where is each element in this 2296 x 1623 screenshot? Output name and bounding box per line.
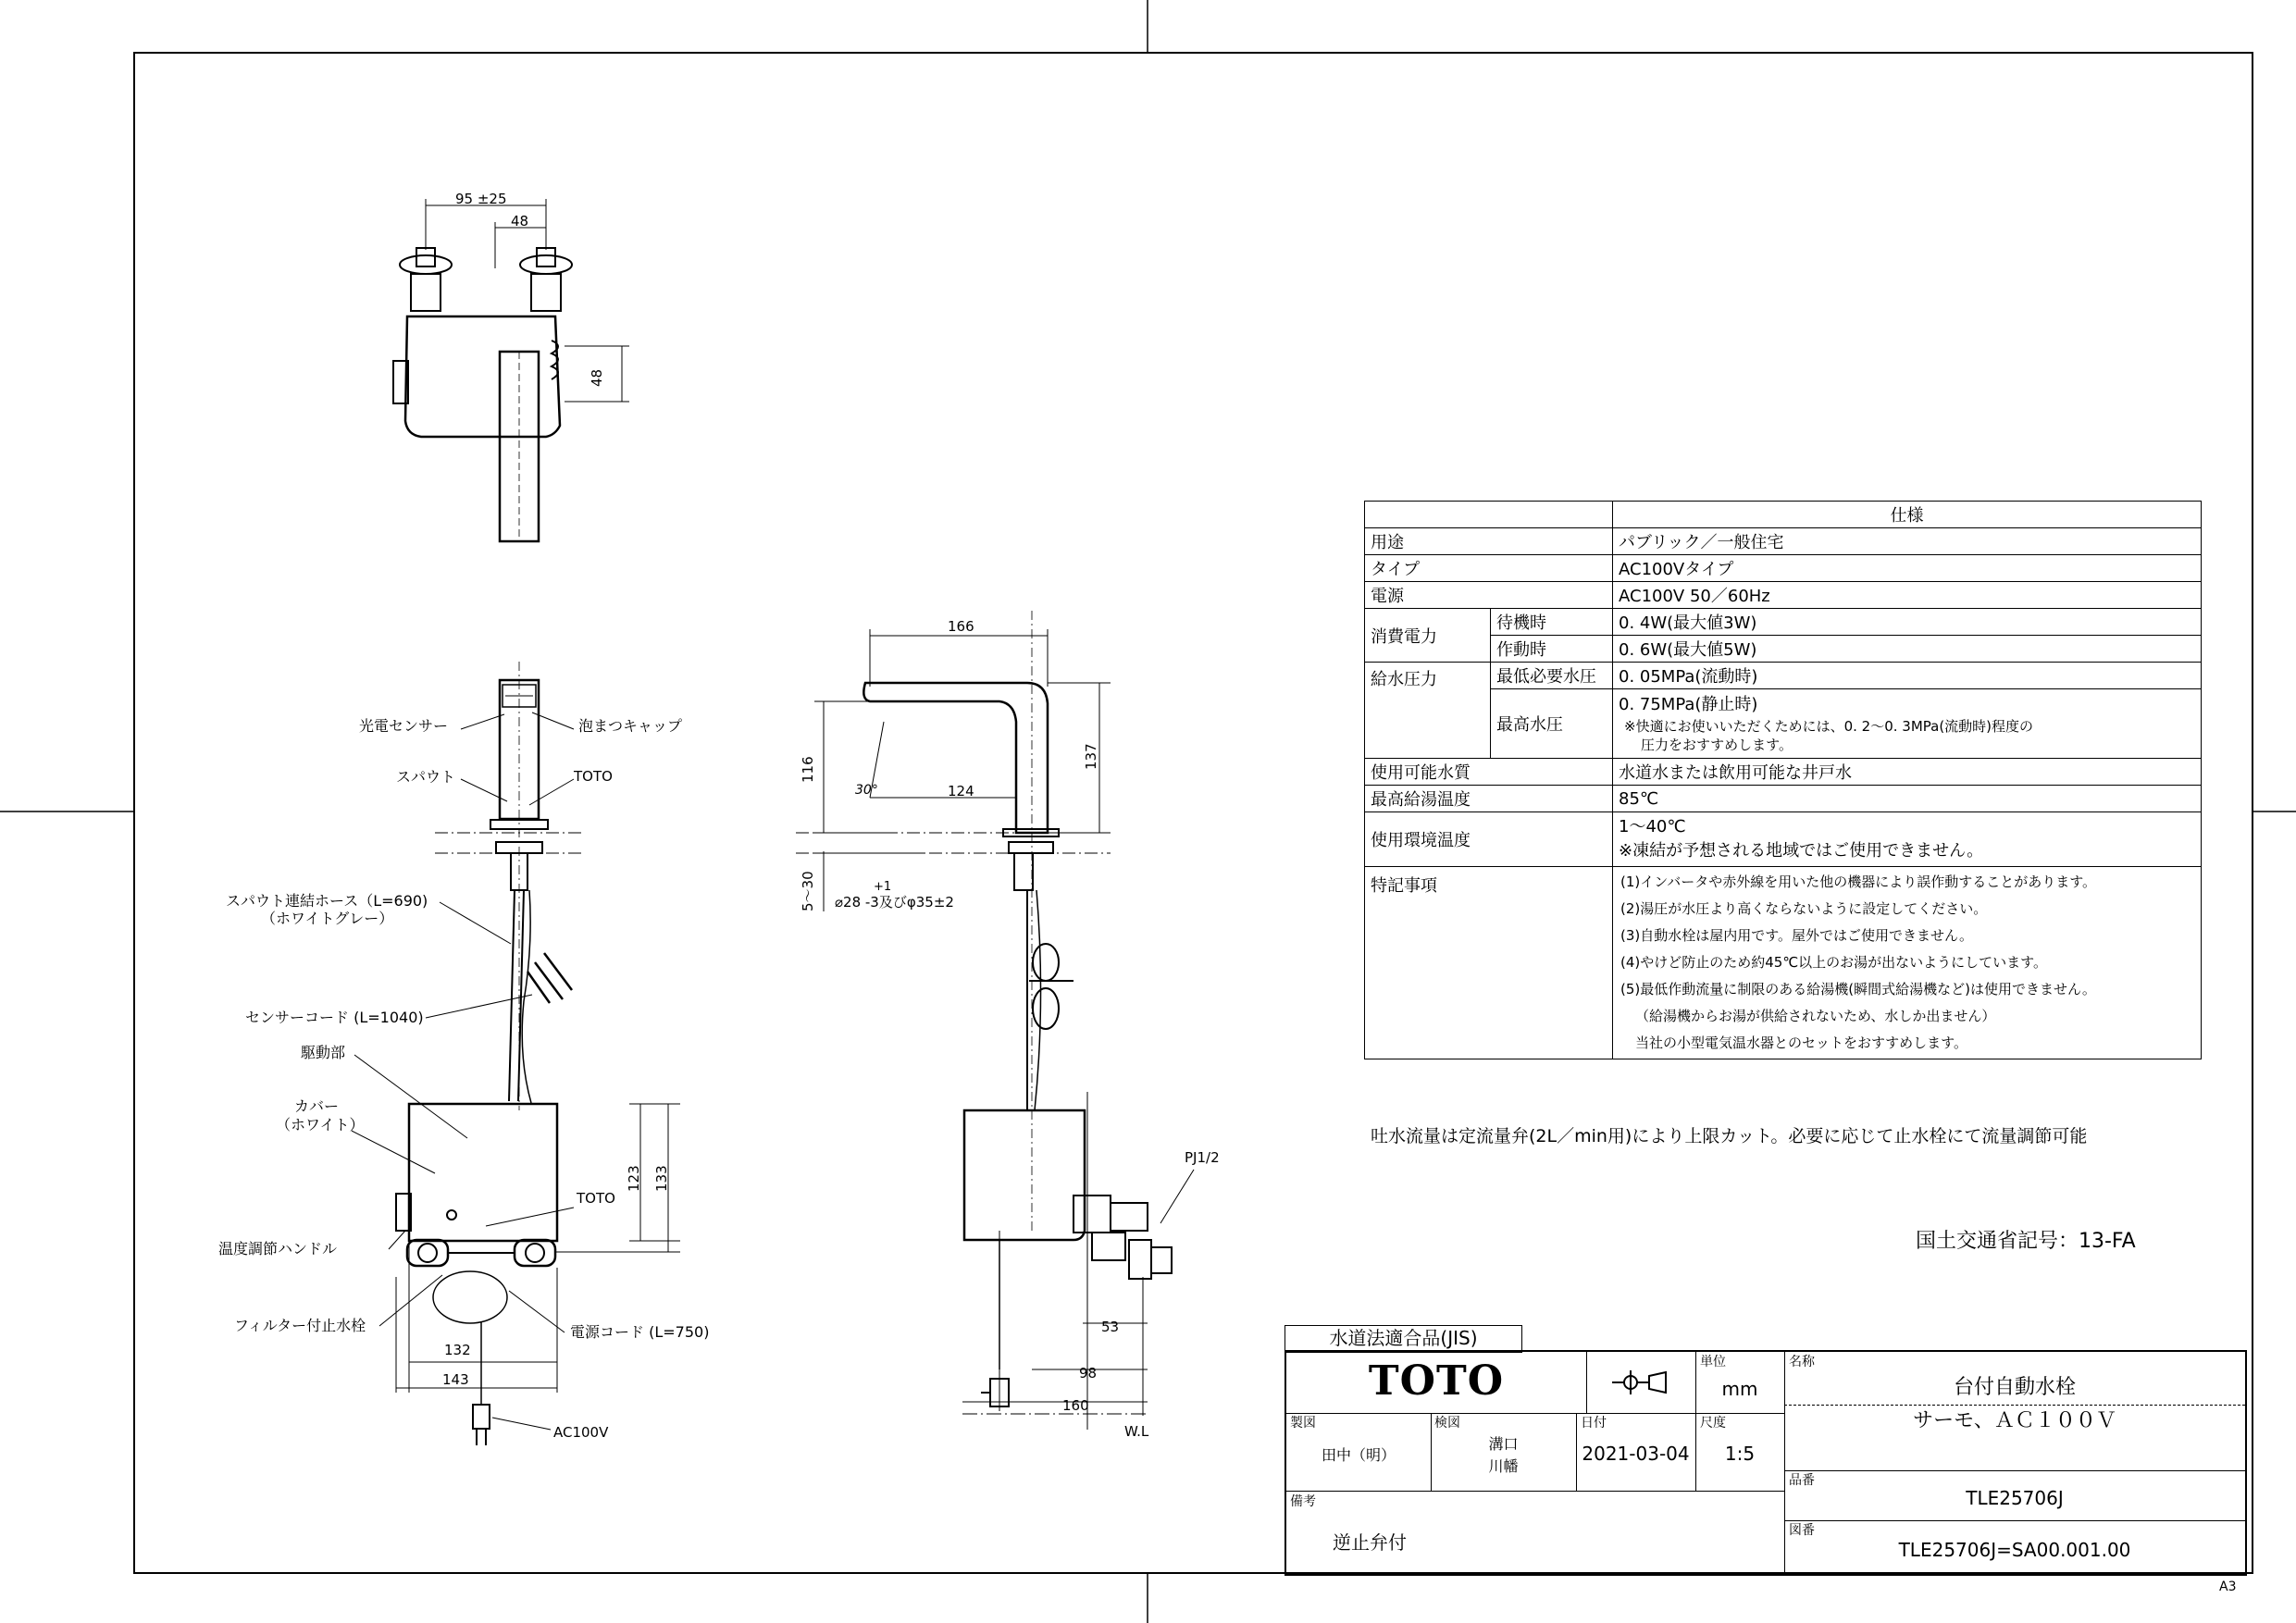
check-value-2: 川幡 bbox=[1488, 1457, 1519, 1475]
jis-box bbox=[1285, 1325, 1522, 1353]
spec-subkey: 待機時 bbox=[1491, 609, 1613, 636]
spec-key: 用途 bbox=[1365, 528, 1613, 555]
label-filter-valve: フィルター付止水栓 bbox=[234, 1317, 366, 1334]
spec-value: 水道水または飲用可能な井戸水 bbox=[1613, 759, 2202, 786]
label-cover-color: （ホワイト） bbox=[276, 1116, 365, 1134]
remark-label: 備考 bbox=[1290, 1494, 1316, 1509]
check-label: 検図 bbox=[1434, 1416, 1460, 1431]
spec-value: AC100V 50／60Hz bbox=[1613, 582, 2202, 609]
faucet-symbol-icon bbox=[1612, 1369, 1673, 1396]
name-label: 名称 bbox=[1789, 1355, 1815, 1369]
label-wl: W.L bbox=[1124, 1423, 1149, 1440]
dwg-value: TLE25706J=SA00.001.00 bbox=[1898, 1539, 2131, 1561]
label-toto-mark-1: TOTO bbox=[574, 768, 613, 785]
spec-key: 給水圧力 bbox=[1365, 663, 1491, 759]
spec-key: 使用環境温度 bbox=[1365, 812, 1613, 867]
spec-value: AC100Vタイプ bbox=[1613, 555, 2202, 582]
spec-value: ※凍結が予想される地域ではご使用できません。 bbox=[1619, 841, 1984, 861]
label-pj: PJ1/2 bbox=[1185, 1149, 1220, 1166]
label-drive: 駆動部 bbox=[301, 1044, 346, 1061]
mlit-code: 国土交通省記号：13-FA bbox=[1916, 1230, 2136, 1253]
dim-48-side: 48 bbox=[589, 368, 605, 387]
spec-header: 仕様 bbox=[1613, 502, 2202, 528]
spec-subkey: 作動時 bbox=[1491, 636, 1613, 663]
label-power-cord: 電源コード (L=750) bbox=[570, 1323, 710, 1341]
flow-note: 吐水流量は定流量弁(2L／min用)により上限カット。必要に応じて止水栓にて流量調節可能 bbox=[1371, 1126, 2088, 1146]
spec-key: 電源 bbox=[1365, 582, 1613, 609]
spec-key: 最高給湯温度 bbox=[1365, 786, 1613, 812]
dim-53: 53 bbox=[1101, 1319, 1120, 1335]
dim-95: 95 ±25 bbox=[455, 191, 507, 207]
spec-key: 使用可能水質 bbox=[1365, 759, 1613, 786]
dim-5-30: 5〜30 bbox=[800, 871, 816, 911]
spec-note-6: （給湯機からお湯が供給されないため、水しか出ません） bbox=[1635, 1008, 1996, 1024]
dim-116: 116 bbox=[800, 756, 816, 783]
brand-logo: TOTO bbox=[1368, 1357, 1505, 1405]
spec-subkey: 最低必要水圧 bbox=[1491, 663, 1613, 689]
spec-note-4: (4)やけど防止のため約45℃以上のお湯が出ないようにしています。 bbox=[1620, 954, 2047, 971]
dim-166: 166 bbox=[948, 618, 974, 635]
spec-note-2: (2)湯圧が水圧より高くならないように設定してください。 bbox=[1620, 900, 1988, 917]
dim-hole: ⌀28 -3及びφ35±2 bbox=[835, 894, 954, 911]
spec-key: 特記事項 bbox=[1365, 867, 1613, 1059]
drawn-label: 製図 bbox=[1290, 1416, 1316, 1431]
name-line-2: サーモ、ＡＣ１００Ｖ bbox=[1913, 1409, 2116, 1432]
label-cover: カバー bbox=[294, 1097, 340, 1115]
dim-hole-plus: +1 bbox=[874, 880, 892, 894]
spec-value: パブリック／一般住宅 bbox=[1613, 528, 2202, 555]
title-block bbox=[1285, 1350, 2247, 1576]
label-hose-color: （ホワイトグレー） bbox=[261, 910, 394, 927]
spec-value: 0. 4W(最大値3W) bbox=[1613, 609, 2202, 636]
date-label: 日付 bbox=[1581, 1416, 1607, 1431]
label-temp-handle: 温度調節ハンドル bbox=[218, 1240, 338, 1258]
unit-value: mm bbox=[1721, 1378, 1758, 1400]
spec-value: 0. 75MPa(静止時) bbox=[1619, 695, 1758, 714]
dim-98: 98 bbox=[1079, 1365, 1098, 1381]
dim-124: 124 bbox=[948, 783, 974, 799]
label-photo-sensor: 光電センサー bbox=[359, 717, 449, 735]
dim-30deg: 30° bbox=[855, 783, 878, 798]
spec-note: 圧力をおすすめします。 bbox=[1641, 737, 1793, 753]
check-value-1: 溝口 bbox=[1488, 1435, 1519, 1453]
spec-note: ※快適にお使いいただくためには、0. 2〜0. 3MPa(流動時)程度の bbox=[1624, 718, 2034, 735]
dim-48-top: 48 bbox=[511, 213, 529, 229]
spec-note-1: (1)インバータや赤外線を用いた他の機器により誤作動することがあります。 bbox=[1620, 873, 2097, 890]
label-ac100v: AC100V bbox=[553, 1424, 609, 1441]
dim-133: 133 bbox=[653, 1165, 670, 1192]
label-aerator-cap: 泡まつキャップ bbox=[578, 717, 683, 735]
spec-key: タイプ bbox=[1365, 555, 1613, 582]
spec-table bbox=[1364, 501, 2202, 1059]
part-label: 品番 bbox=[1789, 1473, 1815, 1488]
spec-value: 85℃ bbox=[1613, 786, 2202, 812]
sheet-size: A3 bbox=[2219, 1580, 2237, 1594]
dim-123: 123 bbox=[626, 1165, 642, 1192]
unit-label: 単位 bbox=[1700, 1355, 1726, 1369]
label-toto-mark-2: TOTO bbox=[577, 1190, 615, 1207]
spec-note-3: (3)自動水栓は屋内用です。屋外ではご使用できません。 bbox=[1620, 927, 1973, 944]
spec-key: 消費電力 bbox=[1365, 609, 1491, 663]
drawn-value: 田中（明） bbox=[1321, 1446, 1396, 1464]
name-line-1: 台付自動水栓 bbox=[1953, 1376, 2076, 1399]
label-sensor-cord: センサーコード (L=1040) bbox=[245, 1009, 424, 1026]
spec-note-7: 当社の小型電気温水器とのセットをおすすめします。 bbox=[1635, 1035, 1967, 1051]
dim-137: 137 bbox=[1083, 743, 1099, 770]
spec-value: 0. 6W(最大値5W) bbox=[1613, 636, 2202, 663]
dim-132: 132 bbox=[444, 1342, 471, 1358]
dim-160: 160 bbox=[1062, 1397, 1089, 1414]
spec-value: 0. 05MPa(流動時) bbox=[1613, 663, 2202, 689]
part-value: TLE25706J bbox=[1966, 1487, 2064, 1509]
label-spout: スパウト bbox=[396, 768, 456, 786]
spec-subkey: 最高水圧 bbox=[1491, 689, 1613, 759]
spec-note-5: (5)最低作動流量に制限のある給湯機(瞬間式給湯機など)は使用できません。 bbox=[1620, 981, 2096, 997]
spec-value: 1〜40℃ bbox=[1619, 817, 1686, 836]
scale-value: 1:5 bbox=[1724, 1443, 1756, 1465]
label-hose: スパウト連結ホース（L=690) bbox=[226, 892, 428, 910]
dim-143: 143 bbox=[442, 1371, 469, 1388]
scale-label: 尺度 bbox=[1700, 1416, 1726, 1431]
side-view bbox=[796, 611, 1194, 1430]
date-value: 2021-03-04 bbox=[1582, 1443, 1690, 1465]
dwg-label: 図番 bbox=[1789, 1523, 1815, 1538]
jis-label: 水道法適合品(JIS) bbox=[1329, 1327, 1478, 1349]
remark-value: 逆止弁付 bbox=[1333, 1531, 1407, 1554]
